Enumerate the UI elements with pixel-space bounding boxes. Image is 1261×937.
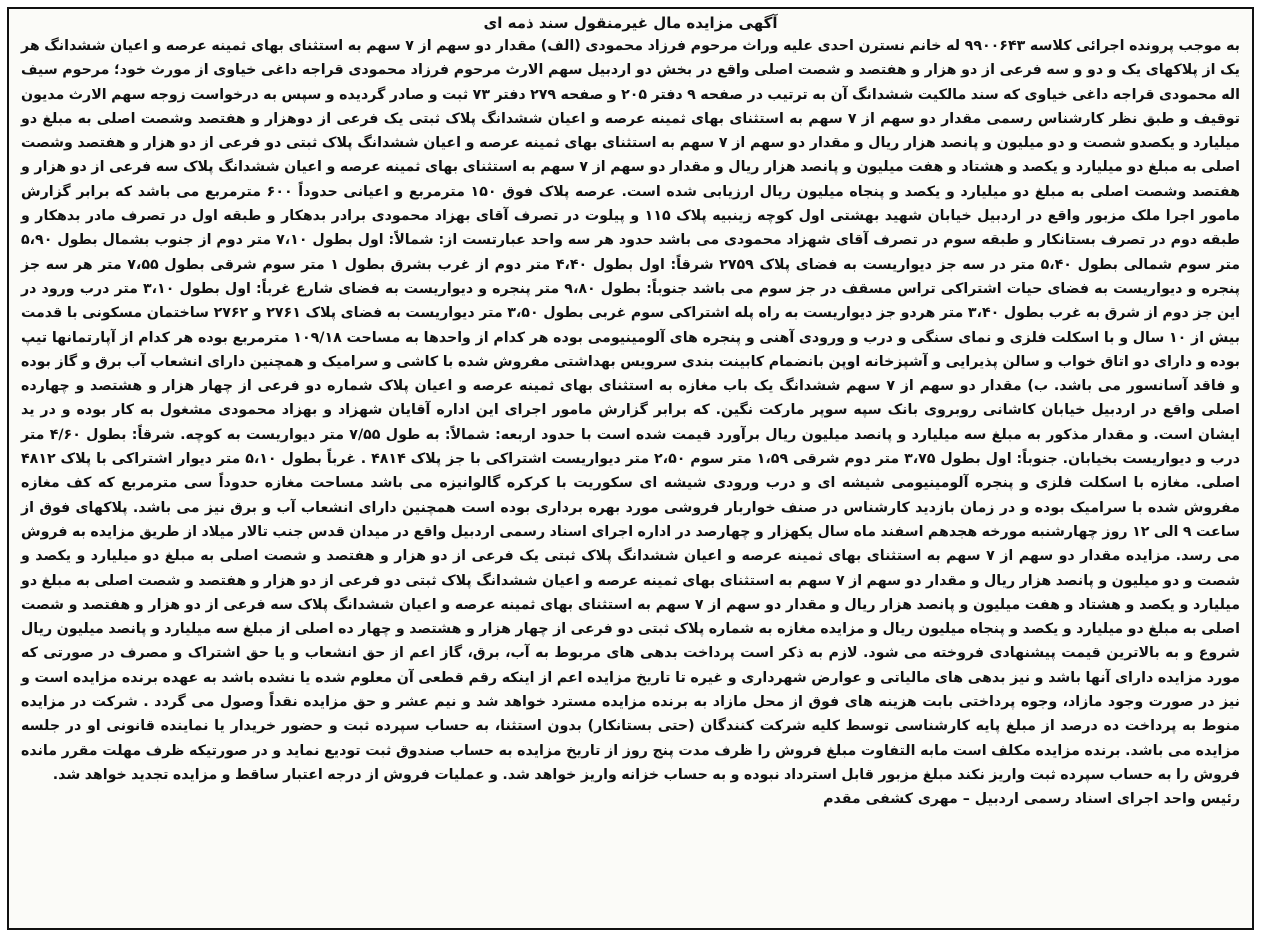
notice-title: آگهی مزایده مال غیرمنقول سند ذمه ای [483, 14, 778, 32]
notice-body: به موجب پرونده اجرائی کلاسه ۹۹۰۰۶۴۳ له خانم نسترن احدی علیه وراث مرحوم فرزاد محمودی (الف) مقدار دو سهم از ۷ سهم به استثنای بهای ثمینه عرصه و اعیان ششدانگ هر یک از پلاکهای یک و دو و سه فرعی از دو هزار و هفتصد و شصت اصلی واقع در بخش دو اردبیل سهم الارث مرحوم فرزاد محمودی قراجه داغی خیاوی از مورث خود؛ مرحوم سیف اله محمودی قراجه داغی خیاوی که سند مالکیت ششدانگ آن به ترتیب در صفحه ۹ دفتر ۲۰۵ و صفحه ۲۷۹ دفتر ۷۳ ثبت و صادر گردیده و سپس به درخواست زوجه سهم الارث مدیون توقیف و طبق نظر کارشناس رسمی مقدار دو سهم از ۷ سهم به استثنای بهای ثمینه عرصه و اعیان ششدانگ پلاک ثبتی یک فرعی از دوهزار و هفتصد وشصت اصلی به مبلغ دو میلیارد و یکصدو شصت و دو میلیون و پانصد هزار ریال و مقدار دو سهم از ۷ سهم به استثنای بهای ثمینه عرصه و اعیان ششدانگ پلاک ثبتی دو فرعی از دو هزار و هفتصد وشصت اصلی به مبلغ دو میلیارد و یکصد و هشتاد و هفت میلیون و پانصد هزار ریال و مقدار دو سهم از ۷ سهم به استثنای بهای ثمینه عرصه و اعیان ششدانگ پلاک سه فرعی از دو هزار و هفتصد وشصت اصلی به مبلغ دو میلیارد و یکصد و پنجاه میلیون ریال ارزیابی شده است. عرصه پلاک فوق ۱۵۰ مترمربع و اعیانی حدوداً ۶۰۰ مترمربع می باشد که برابر گزارش مامور اجرا ملک مزبور واقع در اردبیل خیابان شهید بهشتی اول کوچه زینبیه پلاک ۱۱۵ و پیلوت در تصرف آقای بهزاد محمودی برادر بدهکار و طبقه اول در تصرف مادر بدهکار و طبقه دوم در تصرف بستانکار و طبقه سوم در تصرف آقای شهزاد محمودی می باشد حدود هر سه واحد عبارتست از: شمالاً: اول بطول ۷،۱۰ متر دوم از جنوب بشمال بطول ۵،۹۰ متر سوم شمالی بطول ۵،۴۰ متر در سه جز دیواریست به فضای پلاک ۲۷۵۹ شرقاً: اول بطول ۴،۴۰ متر دوم از غرب بشرق بطول ۱ متر سوم شرقی بطول ۷،۵۵ متر هر سه جز پنجره و دیواریست به فضای حیات اشتراکی تراس مسقف در جز سوم می باشد جنوباً: بطول ۹،۸۰ متر پنجره و دیواریست به فضای شارع غرباً: اول بطول ۳،۱۰ متر درب ورود در این جز دوم از شرق به غرب بطول ۳،۴۰ متر هردو جز دیواریست به راه پله اشتراکی سوم غربی بطول ۳،۵۰ متر دیواریست به فضای پلاک ۲۷۶۱ و ۲۷۶۲ ساختمان مسکونی با قدمت بیش از ۱۰ سال و با اسکلت فلزی و نمای سنگی و درب و ورودی آهنی و پنجره های آلومینیومی بوده هر کدام از واحدها به مساحت ۱۰۹/۱۸ مترمربع بوده هر کدام از آپارتمانها تیپ بوده و دارای دو اتاق خواب و سالن پذیرایی و آشپزخانه اوپن بانضمام کابینت بندی سرویس بهداشتی مفروش شده با کاشی و سرامیک و همچنین دارای انشعاب آب برق و گاز بوده و فاقد آسانسور می باشد. ب) مقدار دو سهم از ۷ سهم ششدانگ یک باب مغازه به استثنای بهای ثمینه عرصه و اعیان پلاک شماره دو فرعی از چهار هزار و هشتصد و چهارده اصلی واقع در اردبیل خیابان کاشانی روبروی بانک سپه سوپر مارکت نگین. که برابر گزارش مامور اجرای این اداره آقایان شهزاد و بهزاد محمودی مشغول به کار بوده و در ید ایشان است. و مقدار مذکور به مبلغ سه میلیارد و پانصد میلیون ریال برآورد قیمت شده است با حدود اربعه: شمالاً: به طول ۷/۵۵ متر دیواریست به کوچه. شرقاً: بطول ۴/۶۰ متر درب و دیواریست بخیابان. جنوباً: اول بطول ۳،۷۵ متر دوم شرقی ۱،۵۹ متر سوم ۲،۵۰ متر دیواریست اشتراکی با جز پلاک ۴۸۱۴ . غرباً بطول ۵،۱۰ متر دیوار اشتراکی با پلاک ۴۸۱۲ اصلی. مغازه با اسکلت فلزی و پنجره آلومینیومی شیشه ای و درب ورودی شیشه ای سکوریت با کرکره گالوانیزه می باشد مساحت مغازه حدوداً سی مترمربع که کف مغازه مفروش شده با سرامیک بوده و در زمان بازدید کارشناس در صنف خواربار فروشی مورد بهره برداری بوده است همچنین دارای انشعاب آب و برق نیز می باشد. پلاکهای فوق از ساعت ۹ الی ۱۲ روز چهارشنبه مورخه هجدهم اسفند ماه سال یکهزار و چهارصد در اداره اجرای اسناد رسمی اردبیل واقع در میدان قدس جنب تالار میلاد از طریق مزایده به فروش می رسد. مزایده مقدار دو سهم از ۷ سهم به استثنای بهای ثمینه عرصه و اعیان ششدانگ پلاک ثبتی یک فرعی از دو هزار و هفتصد و شصت اصلی به مبلغ دو میلیارد و یکصد و شصت و دو میلیون و پانصد هزار ریال و مقدار دو سهم از ۷ سهم به استثنای بهای ثمینه عرصه و اعیان ششدانگ پلاک ثبتی دو فرعی از دو هزار و هفتصد و شصت اصلی به مبلغ دو میلیارد و یکصد و هشتاد و هفت میلیون و پانصد هزار ریال و مقدار دو سهم از ۷ سهم به استثنای بهای ثمینه عرصه و اعیان ششدانگ پلاک سه فرعی از دو هزار و هفتصد و شصت اصلی به مبلغ دو میلیارد و یکصد و پنجاه میلیون ریال و مزایده مغازه به شماره پلاک ثبتی دو فرعی از چهار هزار و هشتصد و چهار ده اصلی از مبلغ سه میلیارد و پانصد میلیون ریال شروع و به بالاترین قیمت پیشنهادی فروخته می شود. لازم به ذکر است پرداخت بدهی های مربوط به آب، برق، گاز اعم از حق انشعاب و یا حق اشتراک و مصرف در صورتی که مورد مزایده دارای آنها باشد و نیز بدهی های مالیاتی و عوارض شهرداری و غیره تا تاریخ مزایده اعم از اینکه رقم قطعی آن معلوم شده یا نشده باشد به عهده برنده مزایده است و نیز در صورت وجود مازاد، وجوه پرداختی بابت هزینه های فوق از محل مازاد به برنده مزایده مسترد خواهد شد و نیم عشر و حق مزایده نقداً وصول می گردد . شرکت در مزایده منوط به پرداخت ده درصد از مبلغ پایه کارشناسی توسط کلیه شرکت کنندگان (حتی بستانکار) بدون استثنا، به حساب سپرده ثبت و حضور خریدار یا نماینده قانونی او در جلسه مزایده می باشد. برنده مزایده مکلف است مابه التفاوت مبلغ فروش را ظرف مدت پنج روز از تاریخ مزایده به حساب صندوق ثبت تودیع نماید و در صورتیکه ظرف مهلت مقرر مانده فروش را به حساب سپرده ثبت واریز نکند مبلغ مزبور قابل استرداد نبوده و به حساب خزانه واریز خواهد شد. و عملیات فروش از درجه اعتبار ساقط و مزایده تجدید خواهد شد. [21, 38, 1241, 783]
notice-signature: رئیس واحد اجرای اسناد رسمی اردبیل – مهری کشفی مقدم [823, 791, 1240, 808]
auction-notice [7, 7, 1254, 930]
